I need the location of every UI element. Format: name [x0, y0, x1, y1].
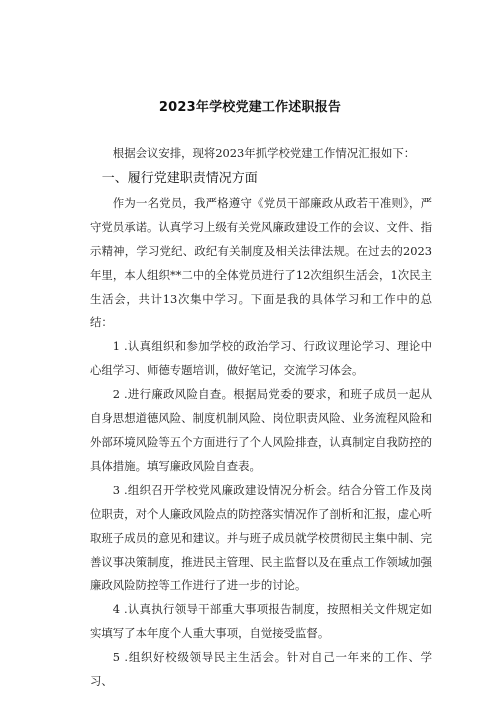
section-heading: 一、履行党建职责情况方面: [101, 170, 258, 186]
intro-paragraph: 根据会议安排，现将2023年抓学校党建工作情况汇报如下：: [112, 146, 416, 160]
paragraph-1: 作为一名党员，我严格遵守《党员干部廉政从政若干准则》，严守党员承诺。认真学习上级有关党风廉政建设工作的会议、文件、指示精神，学习党纪、政纪有关制度及相关法律法规。在过去的2023年里，本人组织**二中的全体党员进行了12次组织生活会，1次民主生活会，共计13次集中学习。下面是我的具体学习和工作中的总结：: [90, 195, 432, 330]
paragraph-6: 5 .组织好校级领导民主生活会。针对自己一年来的工作、学习、: [90, 650, 432, 689]
paragraph-5: 4 .认真执行领导干部重大事项报告制度，按照相关文件规定如实填写了本年度个人重大事项，自觉接受监督。: [90, 602, 432, 641]
paragraph-4: 3 .组织召开学校党风廉政建设情况分析会。结合分管工作及岗位职责，对个人廉政风险点的防控落实情况作了剖析和汇报，虚心听取班子成员的意见和建议。并与班子成员就学校贯彻民主集中制、完善议事决策制度，推进民主管理、民主监督以及在重点工作领域加强廉政风险防控等工作进行了进一步的讨论。: [90, 482, 432, 593]
document-title: 2023年学校党建工作述职报告: [158, 100, 342, 115]
paragraph-3: 2 .进行廉政风险自查。根据局党委的要求，和班子成员一起从自身思想道德风险、制度机制风险、岗位职责风险、业务流程风险和外部环境风险等五个方面进行了个人风险排查，认真制定自我防控的具体措施。填写廉政风险自查表。: [90, 387, 432, 473]
paragraph-2: 1 .认真组织和参加学校的政治学习、行政议理论学习、理论中心组学习、师德专题培训，做好笔记，交流学习体会。: [90, 339, 432, 378]
document-body: [90, 142, 432, 694]
